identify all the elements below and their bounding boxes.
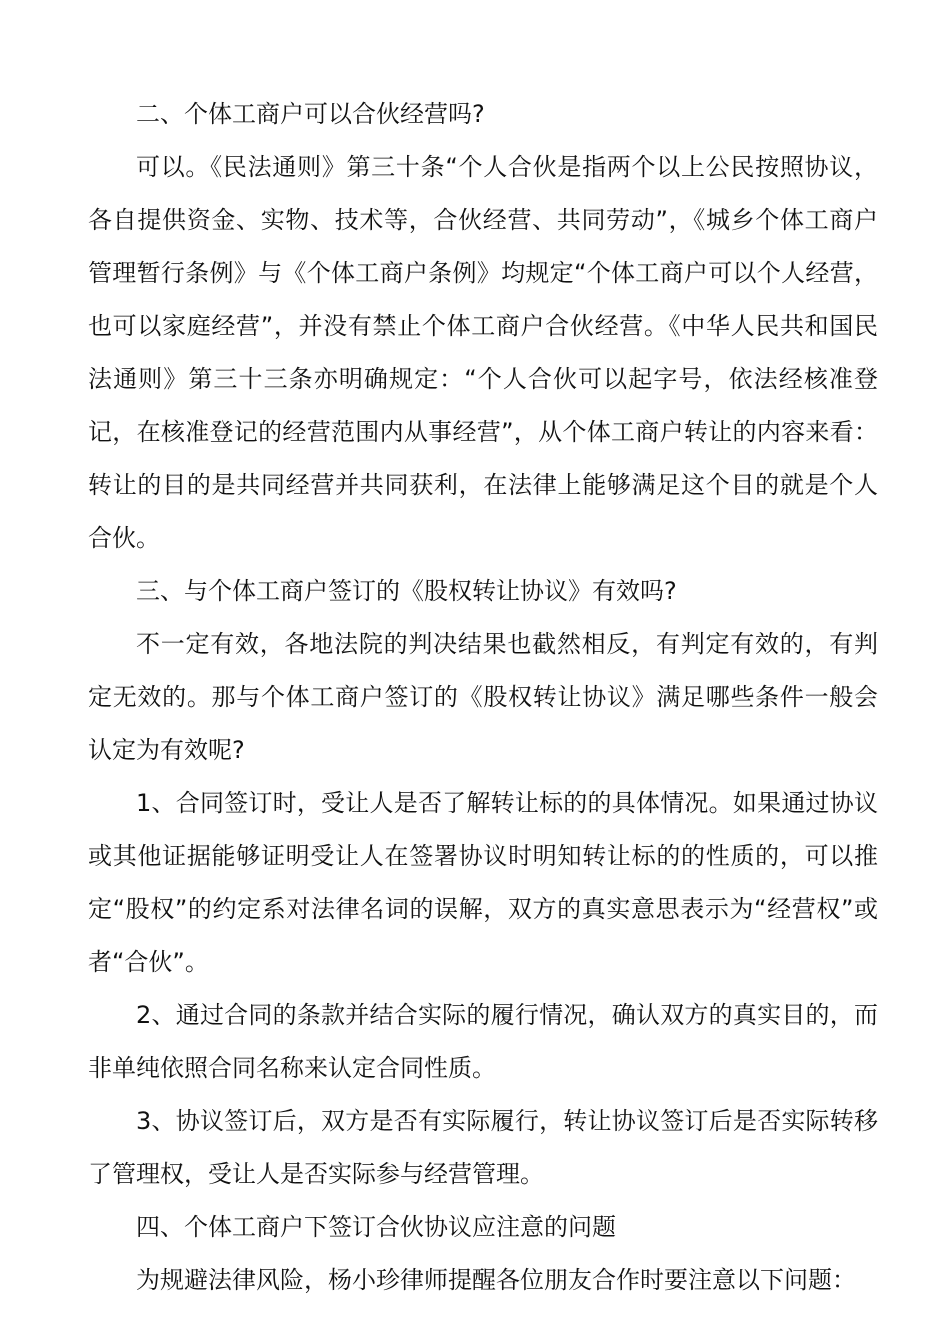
section-heading-3: 三、与个体工商户签订的《股权转让协议》有效吗? xyxy=(136,577,677,605)
paragraph-partnership-answer: 可以。《民法通则》第三十条“个人合伙是指两个以上公民按照协议，各自提供资金、实物、技术等，合伙经营、共同劳动”，《城乡个体工商户管理暂行条例》与《个体工商户条例》均规定“个体工商户可以个人经营，也可以家庭经营”，并没有禁止个体工商户合伙经营。《中华人民共和国民法通则》第三十三条亦明确规定：“个人合伙可以起字号，依法经核准登记，在核准登记的经营范围内从事经营”，从个体工商户转让的内容来看：转让的目的是共同经营并共同获利，在法律上能够满足这个目的就是个人合伙。 xyxy=(88,153,878,552)
paragraph-risk-reminder: 为规避法律风险，杨小珍律师提醒各位朋友合作时要注意以下问题： xyxy=(136,1266,856,1294)
section-heading-4: 四、个体工商户下签订合伙协议应注意的问题 xyxy=(136,1213,616,1241)
paragraph-validity-answer: 不一定有效，各地法院的判决结果也截然相反，有判定有效的，有判定无效的。那与个体工商户签订的《股权转让协议》满足哪些条件一般会认定为有效呢? xyxy=(88,630,878,764)
list-item-condition-1: 1、合同签订时，受让人是否了解转让标的的具体情况。如果通过协议或其他证据能够证明受让人在签署协议时明知转让标的的性质的，可以推定“股权”的约定系对法律名词的误解，双方的真实意思表示为“经营权”或者“合伙”。 xyxy=(88,789,878,976)
list-item-condition-3: 3、协议签订后，双方是否有实际履行，转让协议签订后是否实际转移了管理权，受让人是否实际参与经营管理。 xyxy=(88,1107,878,1188)
document-body xyxy=(88,88,878,1307)
section-heading-2: 二、个体工商户可以合伙经营吗? xyxy=(136,100,485,128)
list-item-condition-2: 2、通过合同的条款并结合实际的履行情况，确认双方的真实目的，而非单纯依照合同名称来认定合同性质。 xyxy=(88,1001,878,1082)
